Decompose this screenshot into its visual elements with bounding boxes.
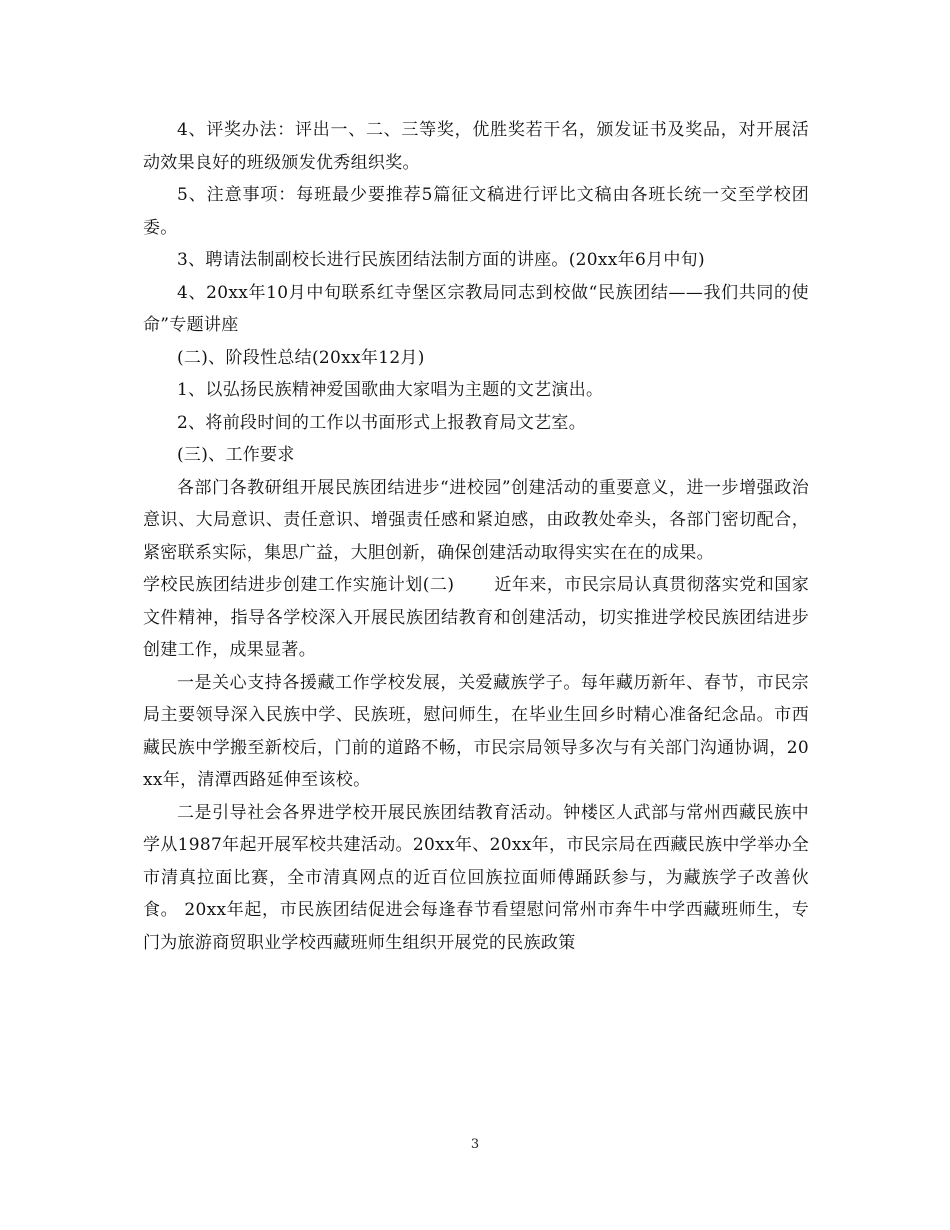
document-body [143, 114, 809, 959]
paragraph-stage-summary-heading: (二)、阶段性总结(20xx年12月) [177, 347, 425, 368]
paragraph-notes: 5、注意事项：每班最少要推荐5篇征文稿进行评比文稿由各班长统一交至学校团委。 [143, 185, 809, 238]
paragraph-point-two: 二是引导社会各界进学校开展民族团结教育活动。钟楼区人武部与常州西藏民族中学从1987年起开展军校共建活动。20xx年、20xx年，市民宗局在西藏民族中学举办全市清真拉面比赛，全市清真网点的近百位回族拉面师傅踊跃参与，为藏族学子改善伙食。 20xx年起，市民族团结促进会每逢春节看望慰问常州市奔牛中学西藏班师生，专门为旅游商贸职业学校西藏班师生组织开展党的民族政策 [143, 802, 809, 953]
paragraph-work-requirements-heading: (三)、工作要求 [177, 445, 295, 465]
page-number: 3 [470, 1137, 480, 1152]
paragraph-performance: 1、以弘扬民族精神爱国歌曲大家唱为主题的文艺演出。 [177, 380, 604, 400]
paragraph-plan-two [143, 569, 809, 667]
paragraph-point-one: 一是关心支持各援藏工作学校发展，关爱藏族学子。每年藏历新年、春节，市民宗局主要领导深入民族中学、民族班，慰问师生，在毕业生回乡时精心准备纪念品。市西藏民族中学搬至新校后，门前的道路不畅，市民宗局领导多次与有关部门沟通协调，20xx年，清潭西路延伸至该校。 [143, 672, 809, 790]
paragraph-requirements-body: 各部门各教研组开展民族团结进步“进校园”创建活动的重要意义，进一步增强政治意识、大局意识、责任意识、增强责任感和紧迫感，由政教处牵头，各部门密切配合，紧密联系实际，集思广益，大胆创新，确保创建活动取得实实在在的成果。 [143, 477, 809, 563]
paragraph-law-lecture: 3、聘请法制副校长进行民族团结法制方面的讲座。(20xx年6月中旬) [177, 250, 705, 270]
plan-intro: 近年来，市民宗局认真贯彻落实党和国家文件精神，指导各学校深入开展民族团结教育和创建活动，切实推进学校民族团结进步创建工作，成果显著。 [143, 575, 809, 660]
paragraph-report: 2、将前段时间的工作以书面形式上报教育局文艺室。 [177, 412, 587, 433]
plan-title: 学校民族团结进步创建工作实施计划(二) [143, 575, 455, 595]
paragraph-religion-lecture: 4、20xx年10月中旬联系红寺堡区宗教局同志到校做“民族团结——我们共同的使命”专题讲座 [143, 282, 809, 335]
paragraph-award-method: 4、评奖办法：评出一、二、三等奖，优胜奖若干名，颁发证书及奖品，对开展活动效果良好的班级颁发优秀组织奖。 [143, 120, 809, 173]
